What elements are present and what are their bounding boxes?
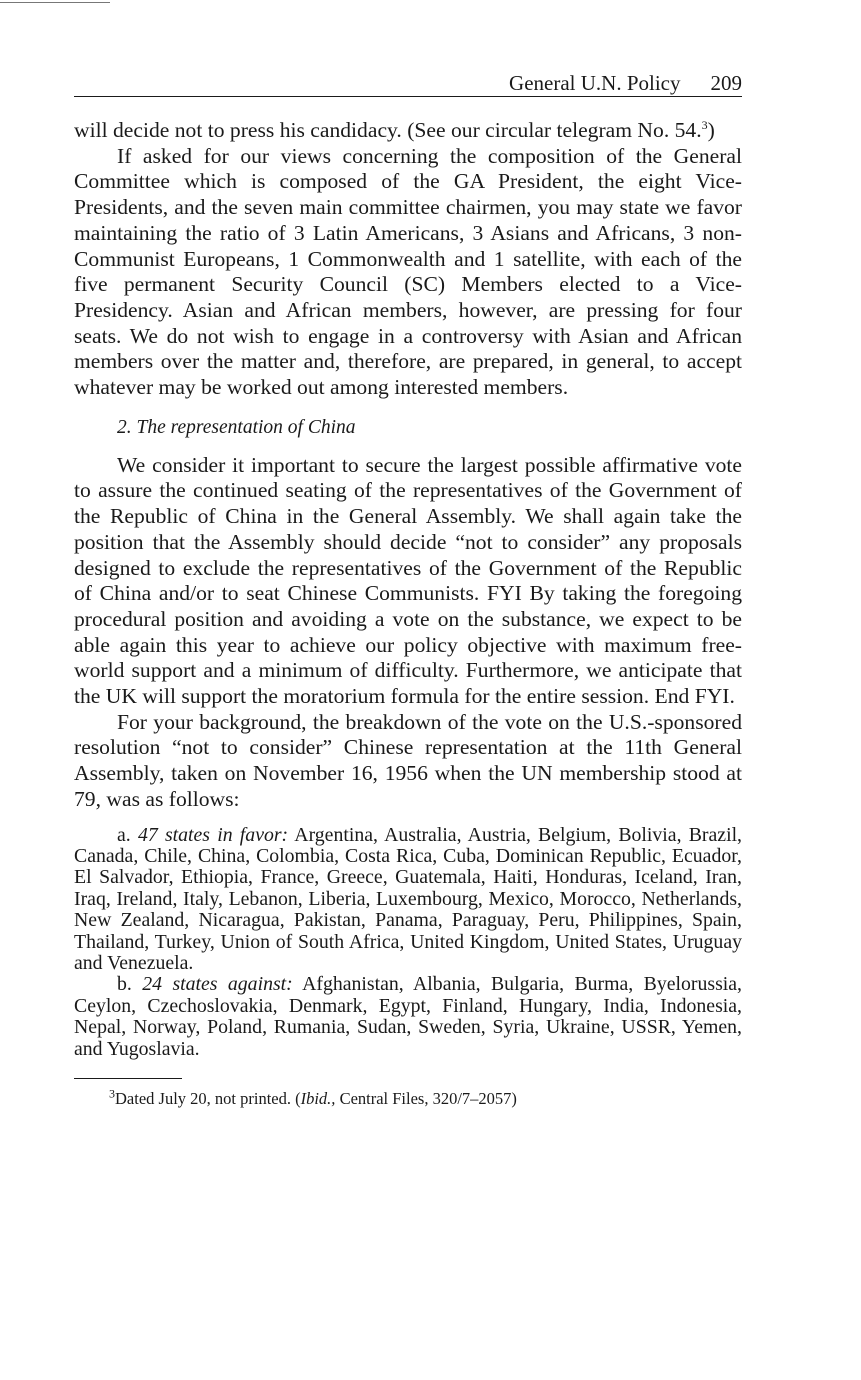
section-heading: 2. The representation of China [117,416,356,438]
vote-heading-against: 24 states against: [142,973,293,996]
footnote-marker: 3 [109,1086,115,1101]
vote-list-in-favor: Argentina, Australia, Austria, Belgium, Bolivia, Brazil, Canada, Chile, China, Colombia, Costa Rica, Cuba, Dominican Republic, Ecuador, El Salvador, Ethiopia, France, Greece, Guatemala, Haiti, Honduras, Iceland, Iran, Iraq, Ireland, Italy, Lebanon, Liberia, Luxembourg, Mexico, Morocco, Netherlands, New Zealand, Nicaragua, Pakistan, Panama, Paraguay, Peru, Philippines, Spain, Thailand, Turkey, Union of South Africa, United Kingdom, United States, Uruguay and Venezuela. [74,823,743,975]
running-header [74,70,742,97]
footnote-ibid: Ibid., [300,1089,336,1109]
footnote-reference: 3 [701,117,708,132]
page-number: 209 [710,71,742,95]
footnote [74,1086,742,1109]
running-title: General U.N. Policy [509,71,681,95]
paragraph-text: will decide not to press his candidacy. (See our circular telegram No. 54. [74,118,702,142]
paragraph-general-committee: If asked for our views concerning the composition of the General Committee which is composed of the GA President, the eight Vice-Presidents, and the seven main committee chairmen, you may state we favor maintaining the ratio of 3 Latin Americans, 3 Asians and Africans, 3 non-Communist Europeans, 1 Commonwealth and 1 satellite, with each of the five permanent Security Council (SC) Members elected to a Vice-Presidency. Asian and African members, however, are pressing for four seats. We do not wish to engage in a controversy with Asian and African members over the matter and, therefore, are prepared, in general, to accept whatever may be worked out among interested members. [74,143,742,400]
paragraph-continued [74,118,742,144]
footnote-rule [74,1078,182,1079]
vote-label-a: a. [117,823,131,846]
paragraph-vote-background: For your background, the breakdown of the vote on the U.S.-sponsored resolution “not to consider” Chinese representation at the 11th General Assembly, taken on November 16, 1956 when the UN membership stood at 79, was as follows: [74,709,742,811]
vote-heading-in-favor: 47 states in favor: [137,823,289,846]
corner-rule [0,2,110,3]
document-body [74,118,742,1109]
footnote-text-after: Central Files, 320/7–2057) [335,1089,517,1109]
vote-against [74,974,742,1060]
footnote-text-before: Dated July 20, not printed. ( [115,1089,301,1109]
paragraph-tail: ) [707,118,715,142]
vote-in-favor [74,825,742,975]
paragraph-china-position: We consider it important to secure the largest possible affirmative vote to assure the continued seating of the representatives of the Government of the Republic of China in the General Assembly. We shall again take the position that the Assembly should decide “not to consider” any proposals designed to exclude the representatives of the Government of the Republic of China and/or to seat Chinese Communists. FYI By taking the foregoing procedural position and avoiding a vote on the substance, we expect to be able again this year to achieve our policy objective with maximum free-world support and a minimum of difficulty. Furthermore, we anticipate that the UK will support the moratorium formula for the entire session. End FYI. [74,452,742,709]
vote-list-against: Afghanistan, Albania, Bulgaria, Burma, Byelorussia, Ceylon, Czechoslovakia, Denmark, Egypt, Finland, Hungary, India, Indonesia, Nepal, Norway, Poland, Rumania, Sudan, Sweden, Syria, Ukraine, USSR, Yemen, and Yugoslavia. [74,973,742,1060]
vote-breakdown [74,825,742,1060]
vote-label-b: b. [117,973,132,996]
